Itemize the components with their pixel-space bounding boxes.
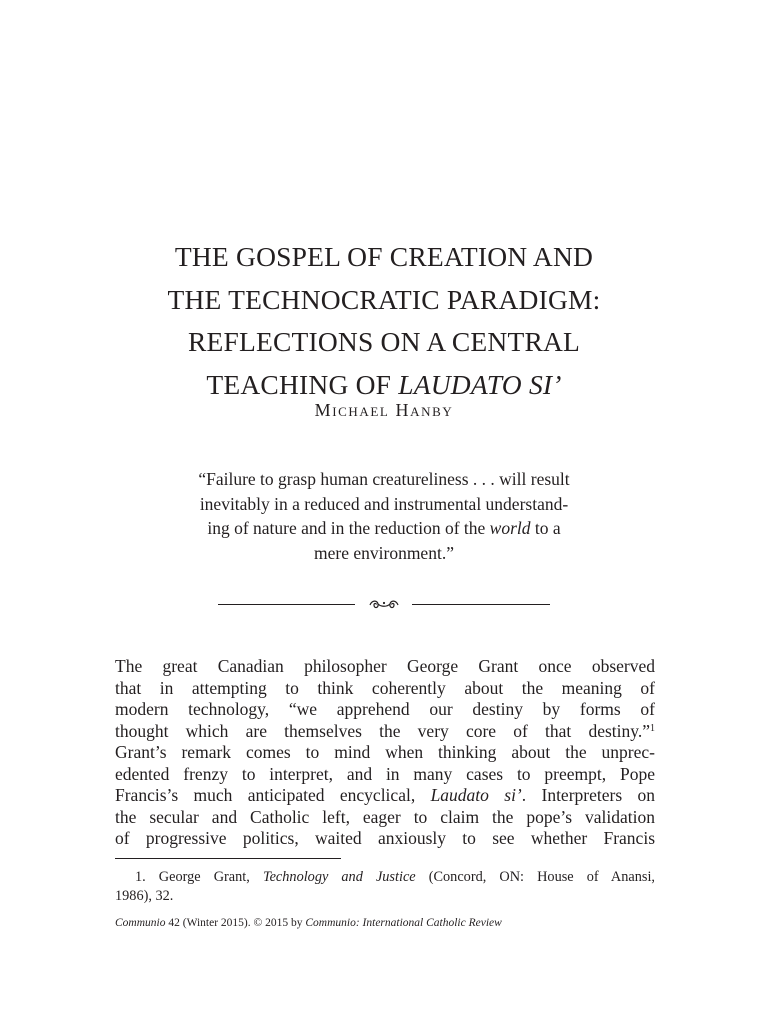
body-encyclical-name: Laudato si’ <box>430 785 522 805</box>
epigraph-line-3 <box>148 516 620 541</box>
epigraph-line-1: “Failure to grasp human creatureliness . . . will result <box>198 469 570 489</box>
body-line-1: The great Canadian philosopher George Grant once observed <box>115 656 655 676</box>
epigraph-line-3-prefix: ing of nature and in the reduction of the <box>207 518 486 538</box>
title-line-4-prefix: TEACHING OF <box>206 368 392 400</box>
body-line-4-text: thought which are themselves the very core of that destiny.” <box>115 720 650 741</box>
title-line-1: THE GOSPEL OF CREATION AND <box>174 241 594 272</box>
source-publisher: Communio: International Catholic Review <box>305 917 502 929</box>
divider-rule-left <box>218 604 355 605</box>
author-name: Michael Hanby <box>314 400 454 420</box>
source-journal: Communio <box>115 917 166 929</box>
body-line-8: the secular and Catholic left, eager to claim the pope’s validation <box>115 806 655 827</box>
footnote-reference[interactable]: 1 <box>650 722 655 734</box>
footnote-rule <box>115 858 341 859</box>
body-line-7-prefix: Francis’s much anticipated encyclical, <box>115 785 416 805</box>
footnote-line-2: 1986), 32. <box>115 888 174 904</box>
body-line-2: that in attempting to think coherently about the meaning of <box>115 677 655 698</box>
epigraph-line-2: inevitably in a reduced and instrumental understand- <box>199 493 569 514</box>
body-paragraph <box>115 656 655 850</box>
body-line-7-suffix: . Interpreters on <box>521 785 655 805</box>
body-line-6: edented frenzy to interpret, and in many cases to preempt, Pope <box>115 763 655 784</box>
footnote-line-1 <box>115 868 655 887</box>
title-line-2: THE TECHNOCRATIC PARADIGM: <box>167 283 601 315</box>
epigraph-line-3-suffix: to a <box>534 518 561 538</box>
fleuron-icon <box>368 596 400 612</box>
footnote-prefix: 1. George Grant, <box>135 869 250 885</box>
section-divider <box>218 596 550 612</box>
title-encyclical-name: LAUDATO SI’ <box>398 368 562 400</box>
footnote <box>115 868 655 906</box>
title-line-3: REFLECTIONS ON A CENTRAL <box>187 326 581 357</box>
body-line-3: modern technology, “we apprehend our destiny by forms of <box>115 699 655 719</box>
epigraph <box>148 467 620 565</box>
footnote-suffix: (Concord, ON: House of Anansi, <box>428 869 655 885</box>
body-line-5: Grant’s remark comes to mind when thinking about the unprec- <box>115 742 655 762</box>
epigraph-italic-word: world <box>489 518 531 538</box>
divider-rule-right <box>412 604 550 605</box>
body-line-7 <box>115 785 655 807</box>
footnote-book-title: Technology and Justice <box>262 869 416 885</box>
body-line-4 <box>115 721 655 743</box>
epigraph-line-4: mere environment.” <box>314 542 454 563</box>
article-title <box>0 236 768 406</box>
source-issue: 42 (Winter 2015). © 2015 by <box>168 917 303 929</box>
body-line-9: of progressive politics, waited anxiously to see whether Francis <box>115 828 655 848</box>
source-line <box>115 917 655 929</box>
